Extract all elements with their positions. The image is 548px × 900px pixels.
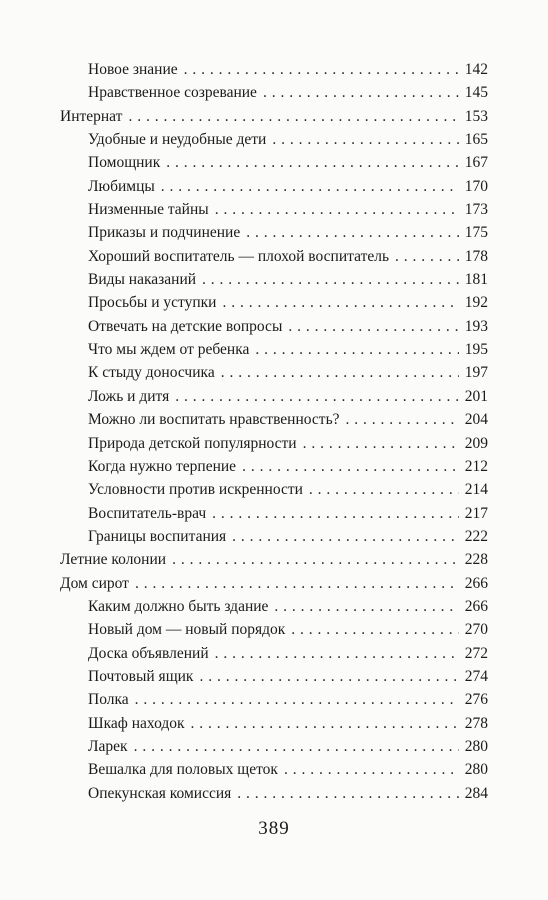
toc-entry-title: Летние колонии [60,551,167,569]
toc-entry-title: Удобные и неудобные дети [88,131,267,149]
toc-entry-page: 214 [464,481,488,499]
toc-entry-title: Просьбы и уступки [88,294,217,312]
toc-entry-title: Почтовый ящик [88,667,194,685]
toc-entry [60,198,488,221]
toc-entry-page: 204 [464,411,488,429]
dot-leader [184,58,459,81]
dot-leader [291,618,458,641]
dot-leader [212,502,459,525]
toc-entry-page: 178 [464,247,488,265]
toc-entry-title: Вешалка для половых щеток [88,761,278,779]
dot-leader [215,642,459,665]
toc-entry-title: Можно ли воспитать нравственность? [88,411,340,429]
dot-leader [272,128,458,151]
dot-leader [242,455,459,478]
dot-leader [134,735,459,758]
toc-entry-title: Шкаф находок [88,714,185,732]
dot-leader [161,175,459,198]
toc-entry [60,455,488,478]
dot-leader [395,245,459,268]
toc-entry [60,782,488,805]
toc-entry [60,688,488,711]
toc-entry-title: Дом сирот [60,574,129,592]
dot-leader [237,782,458,805]
dot-leader [263,81,459,104]
toc-entry-title: Приказы и подчинение [88,224,241,242]
toc-entry [60,758,488,781]
toc-chapter-entry [60,105,488,128]
toc-entry-page: 284 [464,784,488,802]
toc-entry [60,268,488,291]
toc-entry-page: 193 [464,317,488,335]
toc-entry-title: Низменные тайны [88,201,209,219]
toc-entry [60,175,488,198]
dot-leader [288,315,458,338]
toc-entry-title: Ложь и дитя [88,387,170,405]
dot-leader [346,408,459,431]
toc-entry [60,338,488,361]
toc-entry-page: 217 [464,504,488,522]
dot-leader [172,548,459,571]
dot-leader [246,221,459,244]
toc-entry-title: Нравственное созревание [88,84,257,102]
dot-leader [135,572,459,595]
toc-entry-title: Границы воспитания [88,527,227,545]
dot-leader [309,478,459,501]
toc-entry-title: Каким должно быть здание [88,597,269,615]
table-of-contents [60,58,488,805]
toc-entry [60,712,488,735]
toc-entry [60,642,488,665]
dot-leader [284,758,459,781]
dot-leader [191,712,459,735]
dot-leader [303,432,459,455]
toc-entry-page: 228 [464,551,488,569]
toc-entry-page: 192 [464,294,488,312]
toc-entry [60,478,488,501]
dot-leader [232,525,459,548]
toc-entry-title: Виды наказаний [88,271,197,289]
dot-leader [215,198,459,221]
toc-chapter-entry [60,548,488,571]
toc-entry-page: 280 [464,737,488,755]
toc-entry-title: Любимцы [88,177,155,195]
toc-entry-page: 209 [464,434,488,452]
toc-entry-page: 274 [464,667,488,685]
toc-entry-page: 142 [464,61,488,78]
toc-entry-page: 201 [464,387,488,405]
toc-entry [60,245,488,268]
dot-leader [255,338,458,361]
toc-entry-title: Новый дом — новый порядок [88,621,286,639]
toc-entry [60,432,488,455]
toc-entry-page: 165 [464,131,488,149]
toc-entry-title: Ларек [88,737,128,755]
toc-entry-title: Интернат [60,107,123,125]
toc-entry [60,291,488,314]
toc-entry-page: 167 [464,154,488,172]
toc-entry-title: Доска объявлений [88,644,209,662]
toc-entry-page: 272 [464,644,488,662]
toc-entry [60,618,488,641]
toc-entry-title: Воспитатель-врач [88,504,207,522]
page-number: 389 [258,818,290,839]
toc-entry [60,361,488,384]
toc-entry-page: 266 [464,597,488,615]
toc-entry-title: Помощник [88,154,161,172]
toc-entry-page: 278 [464,714,488,732]
toc-entry-page: 197 [464,364,488,382]
dot-leader [166,151,458,174]
toc-entry-page: 175 [464,224,488,242]
dot-leader [128,105,458,128]
toc-entry-title: Отвечать на детские вопросы [88,317,283,335]
toc-entry-page: 145 [464,84,488,102]
dot-leader [274,595,458,618]
toc-entry [60,665,488,688]
toc-entry [60,315,488,338]
dot-leader [222,291,458,314]
dot-leader [199,665,458,688]
dot-leader [135,688,459,711]
toc-entry-title: Хороший воспитатель — плохой воспитатель [88,247,390,265]
toc-entry [60,385,488,408]
toc-entry-title: Что мы ждем от ребенка [88,341,250,359]
toc-entry [60,502,488,525]
toc-entry-page: 266 [464,574,488,592]
dot-leader [221,361,459,384]
toc-entry-title: К стыду доносчика [88,364,215,382]
toc-entry-page: 181 [464,271,488,289]
toc-entry-page: 280 [464,761,488,779]
dot-leader [202,268,459,291]
toc-entry-page: 170 [464,177,488,195]
toc-entry [60,735,488,758]
toc-entry [60,525,488,548]
toc-entry [60,151,488,174]
toc-entry-page: 212 [464,457,488,475]
toc-entry [60,58,488,81]
toc-entry-page: 173 [464,201,488,219]
toc-entry-title: Полка [88,691,129,709]
toc-entry [60,128,488,151]
toc-entry-page: 270 [464,621,488,639]
toc-chapter-entry [60,572,488,595]
toc-entry [60,595,488,618]
toc-entry-title: Условности против искренности [88,481,303,499]
toc-entry [60,408,488,431]
toc-entry [60,221,488,244]
toc-entry-title: Когда нужно терпение [88,457,237,475]
toc-entry-page: 276 [464,691,488,709]
toc-entry [60,81,488,104]
toc-entry-page: 195 [464,341,488,359]
toc-entry-title: Опекунская комиссия [88,784,232,802]
dot-leader [175,385,459,408]
toc-entry-title: Природа детской популярности [88,434,297,452]
toc-entry-page: 222 [464,527,488,545]
toc-entry-title: Новое знание [88,61,178,78]
toc-entry-page: 153 [464,107,488,125]
